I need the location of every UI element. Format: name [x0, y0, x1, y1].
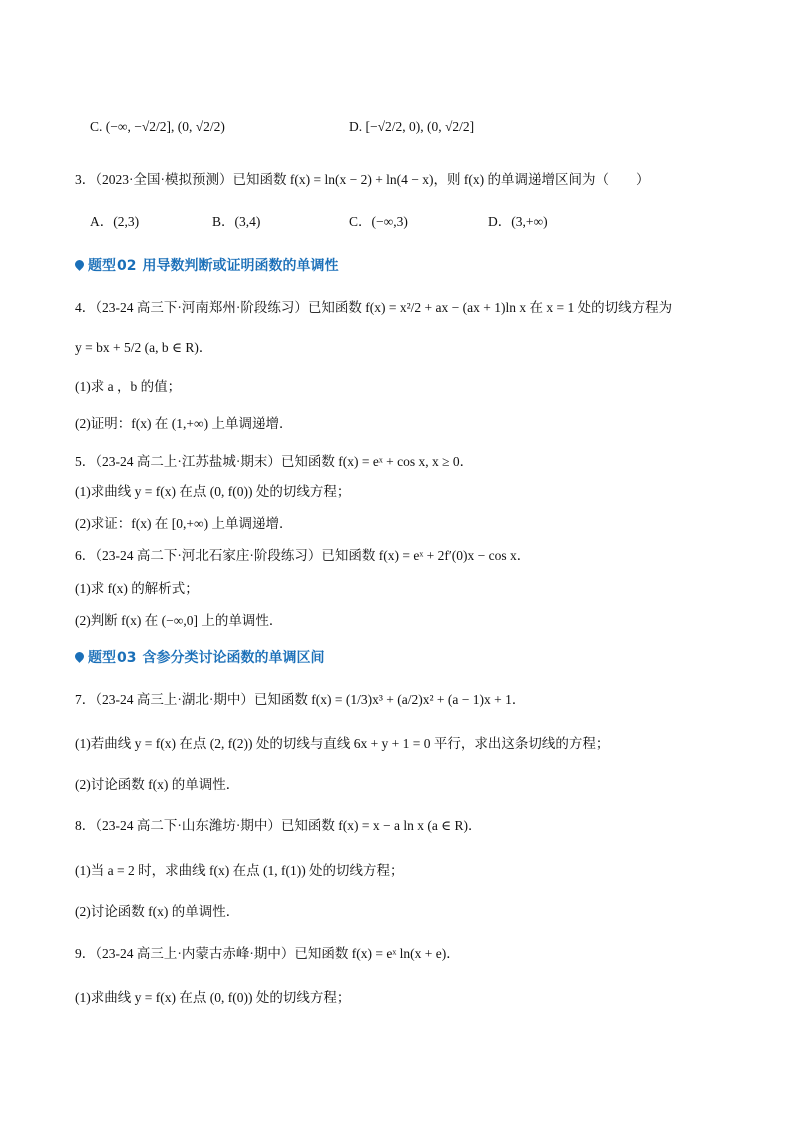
q8-part-2: (2)讨论函数 f(x) 的单调性． [75, 904, 240, 919]
q8-part-1: (1)当 a = 2 时，求曲线 f(x) 在点 (1, f(1)) 处的切线方程； [75, 863, 404, 878]
q4-part-1: (1)求 a ，b 的值； [75, 379, 182, 394]
location-pin-icon [73, 258, 86, 271]
q3-option-b: B．(3,4) [212, 214, 261, 229]
q9-part-1: (1)求曲线 y = f(x) 在点 (0, f(0)) 处的切线方程； [75, 990, 351, 1005]
q3-stem: 3．（2023·全国·模拟预测）已知函数 f(x) = ln(x − 2) + ln(4 − x)，则 f(x) 的单调递增区间为（ ） [75, 172, 650, 187]
section-number: 02 [117, 258, 137, 274]
q8-stem: 8．（23-24 高二下·山东潍坊·期中）已知函数 f(x) = x − a ln x (a ∈ R)． [75, 818, 482, 833]
q7-part-1: (1)若曲线 y = f(x) 在点 (2, f(2)) 处的切线与直线 6x + y + 1 = 0 平行，求出这条切线的方程； [75, 736, 610, 751]
q9-stem: 9．（23-24 高三上·内蒙古赤峰·期中）已知函数 f(x) = eˣ ln(x + e)． [75, 946, 460, 961]
q4-part-2: (2)证明：f(x) 在 (1,+∞) 上单调递增． [75, 416, 293, 431]
q5-stem: 5．（23-24 高二上·江苏盐城·期末）已知函数 f(x) = eˣ + cos x, x ≥ 0． [75, 454, 474, 469]
location-pin-icon [73, 650, 86, 663]
q3-option-c: C．(−∞,3) [349, 214, 408, 229]
section-label: 题型 [88, 258, 116, 274]
q5-part-2: (2)求证：f(x) 在 [0,+∞) 上单调递增． [75, 516, 293, 531]
q3-option-d: D．(3,+∞) [488, 214, 548, 229]
section-heading-03 [75, 648, 324, 668]
q6-part-2: (2)判断 f(x) 在 (−∞,0] 上的单调性． [75, 613, 283, 628]
section-number: 03 [117, 650, 137, 666]
section-heading-02 [75, 256, 338, 276]
q5-part-1: (1)求曲线 y = f(x) 在点 (0, f(0)) 处的切线方程； [75, 484, 351, 499]
q4-stem: 4．（23-24 高三下·河南郑州·阶段练习）已知函数 f(x) = x²/2 + ax − (ax + 1)ln x 在 x = 1 处的切线方程为 [75, 300, 673, 315]
section-title: 用导数判断或证明函数的单调性 [142, 258, 339, 274]
q4-stem-cont: y = bx + 5/2 (a, b ∈ R)． [75, 340, 213, 355]
q2-option-d: D. [−√2/2, 0), (0, √2/2] [349, 119, 475, 134]
section-label: 题型 [88, 650, 116, 666]
q3-option-a: A．(2,3) [90, 214, 140, 229]
q2-option-c: C. (−∞, −√2/2], (0, √2/2) [90, 119, 225, 134]
q7-stem: 7．（23-24 高三上·湖北·期中）已知函数 f(x) = (1/3)x³ + (a/2)x² + (a − 1)x + 1． [75, 692, 526, 707]
q6-stem: 6．（23-24 高二下·河北石家庄·阶段练习）已知函数 f(x) = eˣ + 2f′(0)x − cos x． [75, 548, 531, 563]
q6-part-1: (1)求 f(x) 的解析式； [75, 581, 199, 596]
q7-part-2: (2)讨论函数 f(x) 的单调性． [75, 777, 240, 792]
section-title: 含参分类讨论函数的单调区间 [142, 650, 325, 666]
